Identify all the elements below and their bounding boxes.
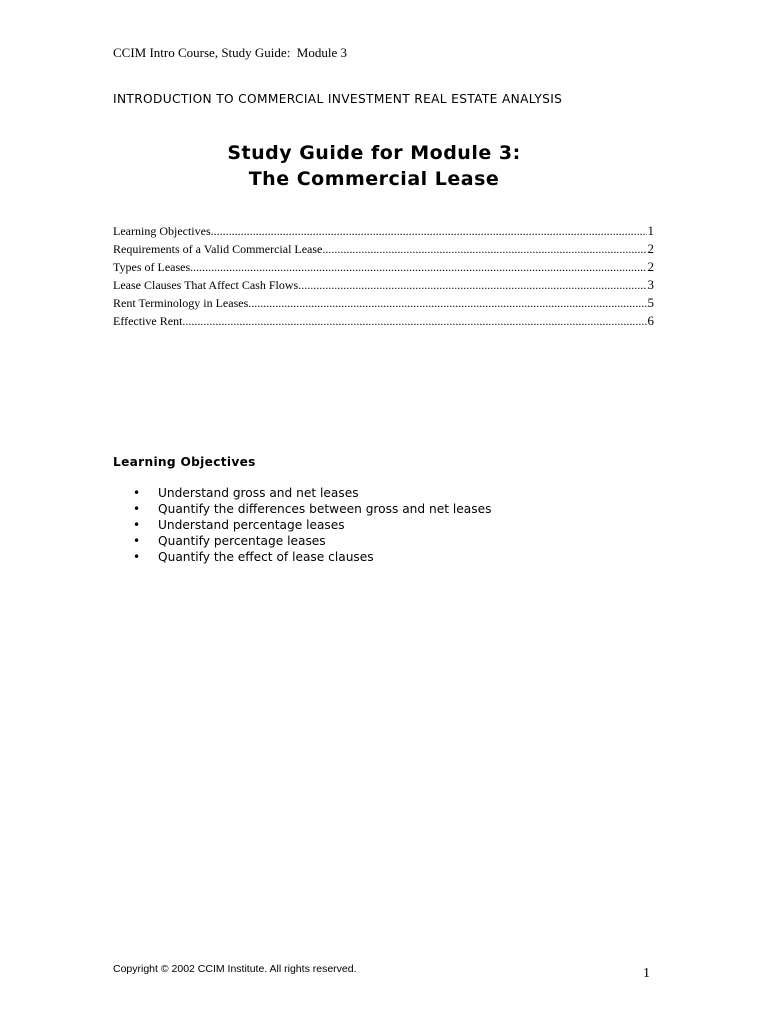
list-item xyxy=(113,533,491,549)
table-of-contents xyxy=(113,222,654,330)
objective-text: Quantify the effect of lease clauses xyxy=(158,550,374,564)
toc-entry-page: 2 xyxy=(647,259,654,274)
copyright-notice: Copyright © 2002 CCIM Institute. All rights reserved. xyxy=(113,963,357,975)
toc-dot-leader xyxy=(182,312,646,330)
objective-text: Quantify the differences between gross and net leases xyxy=(158,502,492,516)
toc-dot-leader xyxy=(298,276,646,294)
list-item xyxy=(113,517,491,533)
toc-entry-page: 2 xyxy=(647,241,654,256)
page-number: 1 xyxy=(643,966,650,981)
bullet-icon: • xyxy=(133,502,141,516)
bullet-icon: • xyxy=(133,486,141,500)
study-guide-title: Study Guide for Module 3: xyxy=(227,142,521,164)
toc-dot-leader xyxy=(211,222,647,240)
bullet-icon: • xyxy=(133,550,141,564)
toc-entry-label: Learning Objectives xyxy=(113,224,211,238)
toc-entry-page: 3 xyxy=(647,277,654,292)
bullet-icon: • xyxy=(133,534,141,548)
toc-entry-label: Lease Clauses That Affect Cash Flows xyxy=(113,278,299,292)
list-item xyxy=(113,501,491,517)
objective-text: Quantify percentage leases xyxy=(158,534,326,548)
toc-entry[interactable] xyxy=(113,258,654,276)
toc-entry[interactable] xyxy=(113,276,654,294)
running-header: CCIM Intro Course, Study Guide: Module 3 xyxy=(113,45,347,60)
study-guide-subtitle: The Commercial Lease xyxy=(248,168,500,190)
toc-dot-leader xyxy=(248,294,646,312)
toc-dot-leader xyxy=(190,258,646,276)
toc-entry-label: Requirements of a Valid Commercial Lease xyxy=(113,242,323,256)
list-item xyxy=(113,485,491,501)
toc-entry-label: Effective Rent xyxy=(113,314,183,328)
toc-entry-page: 1 xyxy=(647,223,654,238)
learning-objectives-heading: Learning Objectives xyxy=(113,455,256,469)
toc-entry-label: Rent Terminology in Leases xyxy=(113,296,249,310)
course-title: INTRODUCTION TO COMMERCIAL INVESTMENT REAL ESTATE ANALYSIS xyxy=(113,92,563,106)
list-item xyxy=(113,549,491,565)
toc-entry[interactable] xyxy=(113,240,654,258)
toc-entry[interactable] xyxy=(113,312,654,330)
toc-entry[interactable] xyxy=(113,294,654,312)
objective-text: Understand percentage leases xyxy=(158,518,345,532)
toc-entry[interactable] xyxy=(113,222,654,240)
toc-entry-page: 6 xyxy=(647,313,654,328)
objective-text: Understand gross and net leases xyxy=(158,486,359,500)
toc-entry-label: Types of Leases xyxy=(113,260,191,274)
toc-dot-leader xyxy=(322,240,646,258)
learning-objectives-list xyxy=(113,485,491,565)
bullet-icon: • xyxy=(133,518,141,532)
toc-entry-page: 5 xyxy=(647,295,654,310)
